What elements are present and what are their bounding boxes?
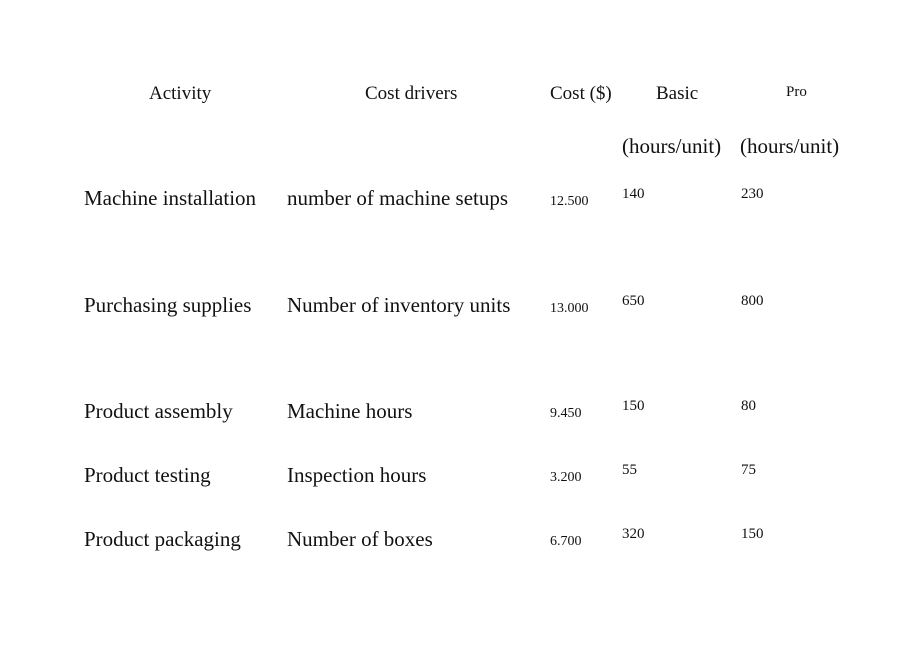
row-activity: Purchasing supplies bbox=[84, 293, 252, 317]
header-cost: Cost ($) bbox=[550, 83, 612, 104]
row-basic-hours: 140 bbox=[622, 186, 645, 202]
row-cost: 13.000 bbox=[550, 301, 589, 316]
row-cost-driver: Inspection hours bbox=[287, 463, 427, 487]
row-basic-hours: 320 bbox=[622, 526, 645, 542]
row-activity: Product testing bbox=[84, 463, 211, 487]
header-basic-unit: (hours/unit) bbox=[622, 134, 722, 158]
row-basic-hours: 55 bbox=[622, 462, 637, 478]
row-basic-hours: 650 bbox=[622, 293, 645, 309]
row-pro-hours: 80 bbox=[741, 398, 756, 414]
header-basic: Basic bbox=[656, 83, 699, 104]
row-activity: Product assembly bbox=[84, 399, 233, 423]
header-pro: Pro bbox=[786, 84, 807, 100]
row-activity: Product packaging bbox=[84, 527, 241, 551]
row-cost-driver: Number of boxes bbox=[287, 527, 433, 551]
row-basic-hours: 150 bbox=[622, 398, 645, 414]
row-pro-hours: 150 bbox=[741, 526, 764, 542]
row-cost-driver: Machine hours bbox=[287, 399, 413, 423]
row-cost: 3.200 bbox=[550, 470, 582, 485]
row-cost-driver: number of machine setups bbox=[287, 186, 509, 210]
row-pro-hours: 230 bbox=[741, 186, 764, 202]
row-cost: 12.500 bbox=[550, 194, 589, 209]
row-activity: Machine installation bbox=[84, 186, 257, 210]
row-pro-hours: 800 bbox=[741, 293, 764, 309]
row-pro-hours: 75 bbox=[741, 462, 756, 478]
row-cost: 9.450 bbox=[550, 406, 582, 421]
header-pro-unit: (hours/unit) bbox=[740, 134, 840, 158]
row-cost-driver: Number of inventory units bbox=[287, 293, 511, 317]
header-activity: Activity bbox=[149, 83, 212, 104]
header-cost-drivers: Cost drivers bbox=[365, 83, 458, 104]
row-cost: 6.700 bbox=[550, 534, 582, 549]
